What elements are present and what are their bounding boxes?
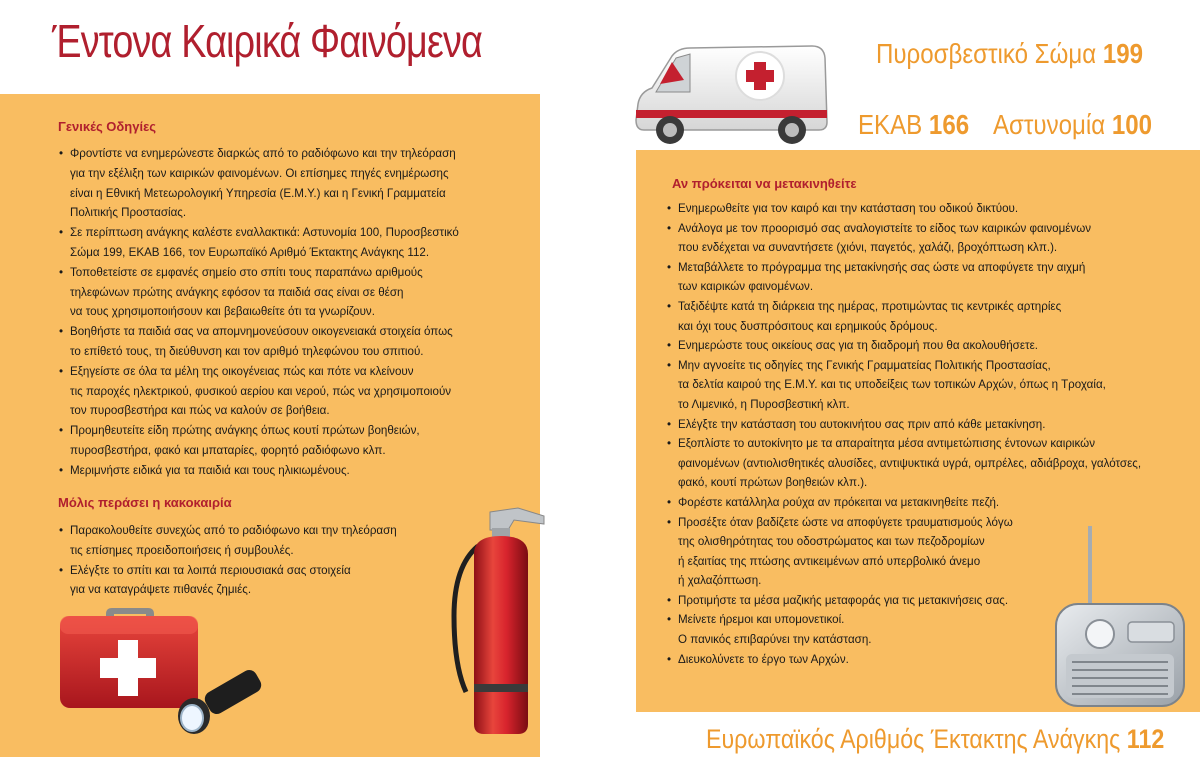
travel-heading: Αν πρόκειται να μετακινηθείτε bbox=[672, 176, 857, 191]
list-item: • Σε περίπτωση ανάγκης καλέστε εναλλακτικά: Αστυνομία 100, Πυροσβεστικό Σώμα 199, ΕΚΑΒ 166, τον Ευρωπαϊκό Αριθμό Έκτακτης Ανάγκης 112. bbox=[58, 223, 459, 263]
list-item: • Διευκολύνετε το έργο των Αρχών. bbox=[666, 650, 1141, 670]
hotline-fire-number: 199 bbox=[1102, 38, 1144, 69]
general-list bbox=[58, 144, 459, 481]
flashlight-icon bbox=[176, 670, 268, 736]
general-heading: Γενικές Οδηγίες bbox=[58, 119, 157, 134]
hotline-european-label: Ευρωπαϊκός Αριθμός Έκτακτης Ανάγκης bbox=[706, 724, 1121, 754]
list-item: • Μεταβάλλετε το πρόγραμμα της μετακίνησής σας ώστε να αποφύγετε την αιχμή των καιρικών φαινομένων. bbox=[666, 258, 1141, 297]
ambulance-icon bbox=[632, 40, 832, 150]
list-item: • Μείνετε ήρεμοι και υπομονετικοί. Ο πανικός επιβαρύνει την κατάσταση. bbox=[666, 610, 1141, 649]
hotline-ekav-label: ΕΚΑΒ bbox=[858, 109, 923, 140]
list-item: • Ταξιδέψτε κατά τη διάρκεια της ημέρας, προτιμώντας τις κεντρικές αρτηρίες και όχι τους δυσπρόσιτους και ερημικούς δρόμους. bbox=[666, 297, 1141, 336]
list-item: • Τοποθετείστε σε εμφανές σημείο στο σπίτι τους παραπάνω αριθμούς τηλεφώνων πρώτης ανάγκης εφόσον τα παιδιά σας είναι σε θέση να τους χρησιμοποιήσουν και βεβαιωθείτε ότι τα γνωρίζουν. bbox=[58, 263, 459, 322]
list-item: • Προσέξτε όταν βαδίζετε ώστε να αποφύγετε τραυματισμούς λόγω της ολισθηρότητας του οδοστρώματος και των πεζοδρομίων ή εξαιτίας της πτώσης αντικειμένων από υπερβολικό άνεμο ή χαλαζόπτωση. bbox=[666, 513, 1141, 591]
hotline-police-label: Αστυνομία bbox=[993, 109, 1106, 140]
hotline-police-number: 100 bbox=[1111, 109, 1153, 140]
list-item: • Βοηθήστε τα παιδιά σας να απομνημονεύσουν οικογενειακά στοιχεία όπως το επίθετό τους, τη διεύθυνση και τον αριθμό τηλεφώνου του σπιτιού. bbox=[58, 322, 459, 362]
radio-icon bbox=[1052, 522, 1188, 712]
list-item: • Προτιμήστε τα μέσα μαζικής μεταφοράς για τις μετακινήσεις σας. bbox=[666, 591, 1141, 611]
after-list bbox=[58, 521, 397, 600]
list-item: • Μεριμνήστε ειδικά για τα παιδιά και τους ηλικιωμένους. bbox=[58, 461, 459, 481]
list-item: • Εξηγείστε σε όλα τα μέλη της οικογένειας πώς και πότε να κλείνουν τις παροχές ηλεκτρικού, φυσικού αερίου και νερού, πώς να χρησιμοποιούν τον πυροσβεστήρα και πώς να καλούν σε βοήθεια. bbox=[58, 362, 459, 421]
list-item: • Φορέστε κατάλληλα ρούχα αν πρόκειται να μετακινηθείτε πεζή. bbox=[666, 493, 1141, 513]
list-item: • Μην αγνοείτε τις οδηγίες της Γενικής Γραμματείας Πολιτικής Προστασίας, τα δελτία καιρού της Ε.Μ.Υ. και τις υποδείξεις των τοπικών Αρχών, όπως η Τροχαία, το Λιμενικό, η Πυροσβεστική κλπ. bbox=[666, 356, 1141, 415]
fire-extinguisher-icon bbox=[448, 506, 558, 738]
list-item: • Ενημερώστε τους οικείους σας για τη διαδρομή που θα ακολουθήσετε. bbox=[666, 336, 1141, 356]
page-title: Έντονα Καιρικά Φαινόμενα bbox=[52, 15, 483, 67]
list-item: • Εξοπλίστε το αυτοκίνητο με τα απαραίτητα μέσα αντιμετώπισης έντονων καιρικών φαινομένων (αντιολισθητικές αλυσίδες, αντιψυκτικά υγρά, ομπρέλες, αδιάβροχα, γαλότσες, φακό, κουτί πρώτων βοηθειών κλπ.). bbox=[666, 434, 1141, 493]
hotline-european-number: 112 bbox=[1126, 724, 1165, 754]
hotline-police bbox=[993, 109, 1152, 141]
hotline-fire-label: Πυροσβεστικό Σώμα bbox=[876, 38, 1097, 69]
list-item: • Προμηθευτείτε είδη πρώτης ανάγκης όπως κουτί πρώτων βοηθειών, πυροσβεστήρα, φακό και μπαταρίες, φορητό ραδιόφωνο κλπ. bbox=[58, 421, 459, 461]
list-item: • Ελέγξτε το σπίτι και τα λοιπά περιουσιακά σας στοιχεία για να καταγράψετε πιθανές ζημιές. bbox=[58, 561, 397, 601]
list-item: • Ελέγξτε την κατάσταση του αυτοκινήτου σας πριν από κάθε μετακίνηση. bbox=[666, 415, 1141, 435]
hotline-european bbox=[706, 724, 1164, 755]
list-item: • Φροντίστε να ενημερώνεστε διαρκώς από το ραδιόφωνο και την τηλεόραση για την εξέλιξη των καιρικών φαινομένων. Οι επίσημες πηγές ενημέρωσης είναι η Εθνική Μετεωρολογική Υπηρεσία (Ε.Μ.Υ.) και η Γενική Γραμματεία Πολιτικής Προστασίας. bbox=[58, 144, 459, 223]
hotline-fire bbox=[876, 38, 1143, 70]
list-item: • Ανάλογα με τον προορισμό σας αναλογιστείτε το είδος των καιρικών φαινομένων που ενδέχεται να συναντήσετε (χιόνι, παγετός, χαλάζι, βροχόπτωση κλπ.). bbox=[666, 219, 1141, 258]
hotline-ekav-number: 166 bbox=[928, 109, 970, 140]
list-item: • Παρακολουθείτε συνεχώς από το ραδιόφωνο και την τηλεόραση τις επίσημες προειδοποιήσεις ή συμβουλές. bbox=[58, 521, 397, 561]
after-heading: Μόλις περάσει η κακοκαιρία bbox=[58, 495, 232, 510]
list-item: • Ενημερωθείτε για τον καιρό και την κατάσταση του οδικού δικτύου. bbox=[666, 199, 1141, 219]
hotline-ekav bbox=[858, 109, 969, 141]
